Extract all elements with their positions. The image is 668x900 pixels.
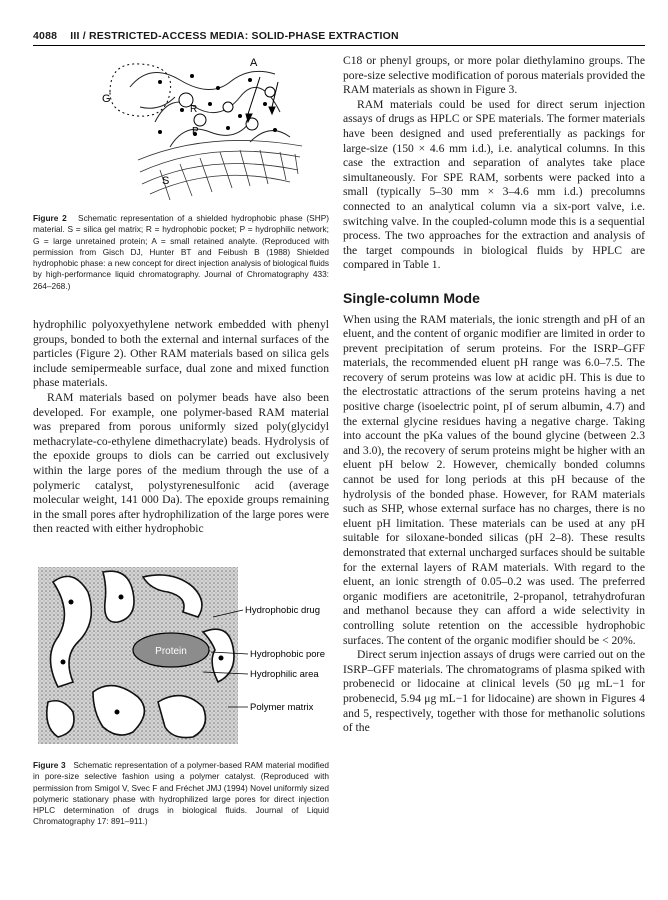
fig3-label-protein: Protein xyxy=(155,646,187,657)
left-paragraph-1: hydrophilic polyoxyethylene network embedded with phenyl groups, bonded to both the external and internal surfaces of the particles (Figure 2). Other RAM materials based on silica gels include semipermeable surface, dual zone and mixed function phase materials. xyxy=(33,318,329,390)
fig2-label-a: A xyxy=(250,57,258,69)
right-paragraph-1: C18 or phenyl groups, or more polar diethylamino groups. The pore-size selective modification of porous materials provided the RAM materials as shown in Figure 3. xyxy=(343,54,645,97)
figure-3-illustration xyxy=(33,562,333,750)
right-column-text xyxy=(343,54,645,736)
fig2-label-g: G xyxy=(102,93,111,105)
network-chains xyxy=(130,71,290,147)
right-paragraph-4: Direct serum injection assays of drugs were carried out on the ISRP–GFF materials. The chromatograms of plasma spiked with probenecid or lidocaine at clinical levels (50 μg mL−1 for probenecid, 5.94 μg mL−1 for lidocaine) are shown in Figures 4 and 5, respectively, together with those for methanolic solutions of the xyxy=(343,648,645,735)
fig2-label-p: P xyxy=(192,126,199,137)
figure-2-caption xyxy=(33,213,329,292)
right-paragraph-3: When using the RAM materials, the ionic strength and pH of an eluent, and the content of organic modifier are limited in order to prevent precipitation of serum proteins. For the ISRP–GFF materials, the recommended eluent pH range was 6.0–7.5. The recovery of serum proteins was low at acidic pH. This is due to the electrostatic attractions of the serum proteins having a net positive charge (isoelectric point, pI of serum albumin, 4.7) and the external glycine residues having a negative charge. Taking into account the pKa values of the bound glycine (between 2.3 and 3.0), the recovery of serum proteins might be higher with an eluent pH below 2. However, chemically bonded columns cannot be used for long periods at this pH because of the hydrolysis of the bonded phase. However, for RAM materials such as SHP, whose external surface has no charges, there is no eluent pH limitation. These materials can be used at any pH suitable for siloxane-bonded silicas (pH 2–8). These results demonstrated that external uncharged surfaces should be suitable for the external layers of RAM materials. With regard to the eluent, an ionic strength of 0.05–0.2 was used. The preferred organic modifiers are acetonitrile, 2-propanol, tetrahydrofuran and methanol because they can afford a wide selectivity in controlling solute retention on the accessible hydrophobic surfaces. The content of the organic modifier should be < 20%. xyxy=(343,312,645,647)
right-paragraph-2: RAM materials could be used for direct serum injection assays of drugs as HPLC or SPE materials. The former materials have been designed and used preferentially as packings for large-size (150 × 4.6 mm i.d.), i.e. analytical columns. In this case the extraction and separation of analytes take place simultaneously. For SPE RAM, sorbents were packed into a small (typically 5–30 mm × 3–4.6 mm i.d.) precolumns connected to an analytical column via a six-port valve, i.e. switching valve. In the coupled-column mode this is a sequential process. The two approaches for the extraction and analysis of the target compounds in biological fluids by HPLC are compared in Table 1. xyxy=(343,97,645,272)
header-rule xyxy=(33,45,645,46)
figure-2-caption-label: Figure 2 xyxy=(33,213,67,223)
figure-2-illustration xyxy=(100,52,330,207)
large-protein-outline xyxy=(110,64,171,116)
left-column-text xyxy=(33,318,329,537)
section-heading: Single-column Mode xyxy=(343,289,480,306)
left-paragraph-2: RAM materials based on polymer beads have also been developed. For example, one polymer-based RAM material was prepared from porous uniformly sized poly(glycidyl methacrylate-co-ethylene dimethacrylate) beads. Hydrolysis of the epoxide groups to diols can be carried out exclusively within the large pores of the medium through the use of a polymeric catalyst, polystyrenesulfonic acid (average molecular weight, 141 000 Da). The epoxide groups remaining in the small pores after hydrophilization of the large pores were then reacted with either hydrophobic xyxy=(33,390,329,536)
running-title: III / RESTRICTED-ACCESS MEDIA: SOLID-PHASE EXTRACTION xyxy=(70,30,399,42)
page-number: 4088 xyxy=(33,30,58,42)
network-nodes xyxy=(158,74,277,136)
fig3-label-hydrophobic-pore: Hydrophobic pore xyxy=(250,649,325,660)
figure-3-caption xyxy=(33,760,329,828)
fig2-label-r: R xyxy=(190,104,198,115)
fig2-label-s: S xyxy=(162,175,170,187)
running-header xyxy=(33,30,645,42)
silica-mesh xyxy=(138,140,302,200)
figure-3-caption-label: Figure 3 xyxy=(33,760,66,770)
fig3-label-polymer-matrix: Polymer matrix xyxy=(250,702,314,713)
fig3-label-hydrophobic-drug: Hydrophobic drug xyxy=(245,605,320,616)
figure-2-caption-text: Schematic representation of a shielded hydrophobic phase (SHP) material. S = silica gel matrix; R = hydrophobic pocket; P = hydrophilic network; G = large unretained protein; A = small retained analyte. (Reproduced with permission from Gisch DJ, Hunter BT and Feibush B (1988) Shielded hydrophobic phase: a new concept for direct injection analysis of biological fluids by high-performance liquid chromatography. Journal of Chromatography 433: 264–268.) xyxy=(33,213,329,291)
fig3-label-hydrophilic-area: Hydrophilic area xyxy=(250,669,319,680)
figure-3-caption-text: Schematic representation of a polymer-based RAM material modified in pore-size selective fashion using a polymer catalyst. (Reproduced with permission from Smigol V, Svec F and Fréchet JMJ (1994) Novel uniformly sized polymeric stationary phase with hydrophilized large pores for direct injection HPLC determination of drugs in biological fluids. Journal of Liquid Chromatography 17: 891–911.) xyxy=(33,760,329,827)
